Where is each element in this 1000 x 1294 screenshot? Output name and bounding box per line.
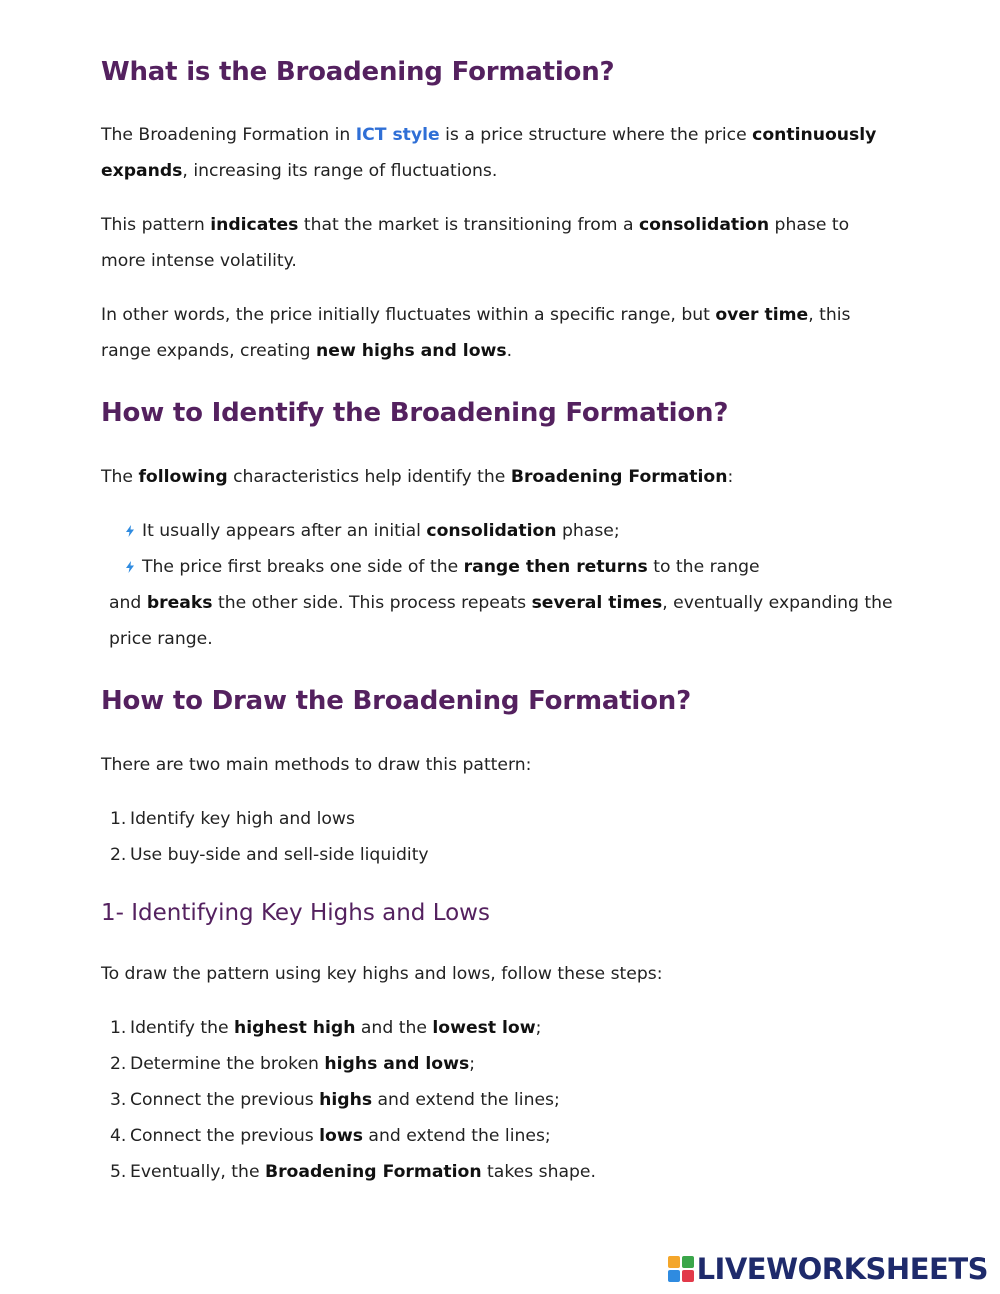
list-number: 1. [110, 809, 127, 829]
bullet-item-2-cont2: price range. [109, 629, 213, 649]
paragraph-what-3-cont: range expands, creating new highs and lows. [101, 341, 513, 361]
paragraph-what-1: The Broadening Formation in ICT style is a price structure where the price continuously [101, 125, 877, 145]
bullet-item-1: It usually appears after an initial consolidation phase; [142, 521, 620, 541]
paragraph-identify-intro: The following characteristics help identify the Broadening Formation: [101, 467, 734, 487]
brand-name: LIVEWORKSHEETS [696, 1252, 988, 1286]
paragraph-what-1-cont: expands, increasing its range of fluctuations. [101, 161, 498, 181]
paragraph-what-2-cont: more intense volatility. [101, 251, 297, 271]
heading-how-identify: How to Identify the Broadening Formation? [101, 398, 729, 428]
step-item: Determine the broken highs and lows; [130, 1054, 476, 1074]
step-item: Eventually, the Broadening Formation takes shape. [130, 1162, 596, 1182]
method-item: Identify key high and lows [130, 809, 355, 829]
heading-how-draw: How to Draw the Broadening Formation? [101, 686, 691, 716]
step-item: Connect the previous lows and extend the lines; [130, 1126, 551, 1146]
list-number: 2. [110, 1054, 127, 1074]
liveworksheets-logo[interactable] [668, 1252, 988, 1286]
paragraph-draw-intro: There are two main methods to draw this pattern: [101, 755, 532, 775]
bullet-item-2: The price first breaks one side of the range then returns to the range [142, 557, 760, 577]
subheading-identifying-key-highs: 1- Identifying Key Highs and Lows [101, 900, 490, 926]
method-item: Use buy-side and sell-side liquidity [130, 845, 429, 865]
list-number: 1. [110, 1018, 127, 1038]
step-item: Connect the previous highs and extend the lines; [130, 1090, 560, 1110]
list-number: 3. [110, 1090, 127, 1110]
lightning-bullet-icon [123, 560, 137, 574]
list-number: 5. [110, 1162, 127, 1182]
ict-style-link[interactable]: ICT style [355, 125, 440, 145]
step-item: Identify the highest high and the lowest low; [130, 1018, 542, 1038]
list-number: 2. [110, 845, 127, 865]
bullet-item-2-cont: and breaks the other side. This process repeats several times, eventually expanding the [109, 593, 893, 613]
list-number: 4. [110, 1126, 127, 1146]
heading-what-is: What is the Broadening Formation? [101, 57, 615, 87]
lightning-bullet-icon [123, 524, 137, 538]
paragraph-what-2: This pattern indicates that the market is transitioning from a consolidation phase to [101, 215, 850, 235]
paragraph-steps-intro: To draw the pattern using key highs and lows, follow these steps: [101, 964, 663, 984]
liveworksheets-logo-icon [668, 1256, 694, 1282]
paragraph-what-3: In other words, the price initially fluctuates within a specific range, but over time, this [101, 305, 851, 325]
